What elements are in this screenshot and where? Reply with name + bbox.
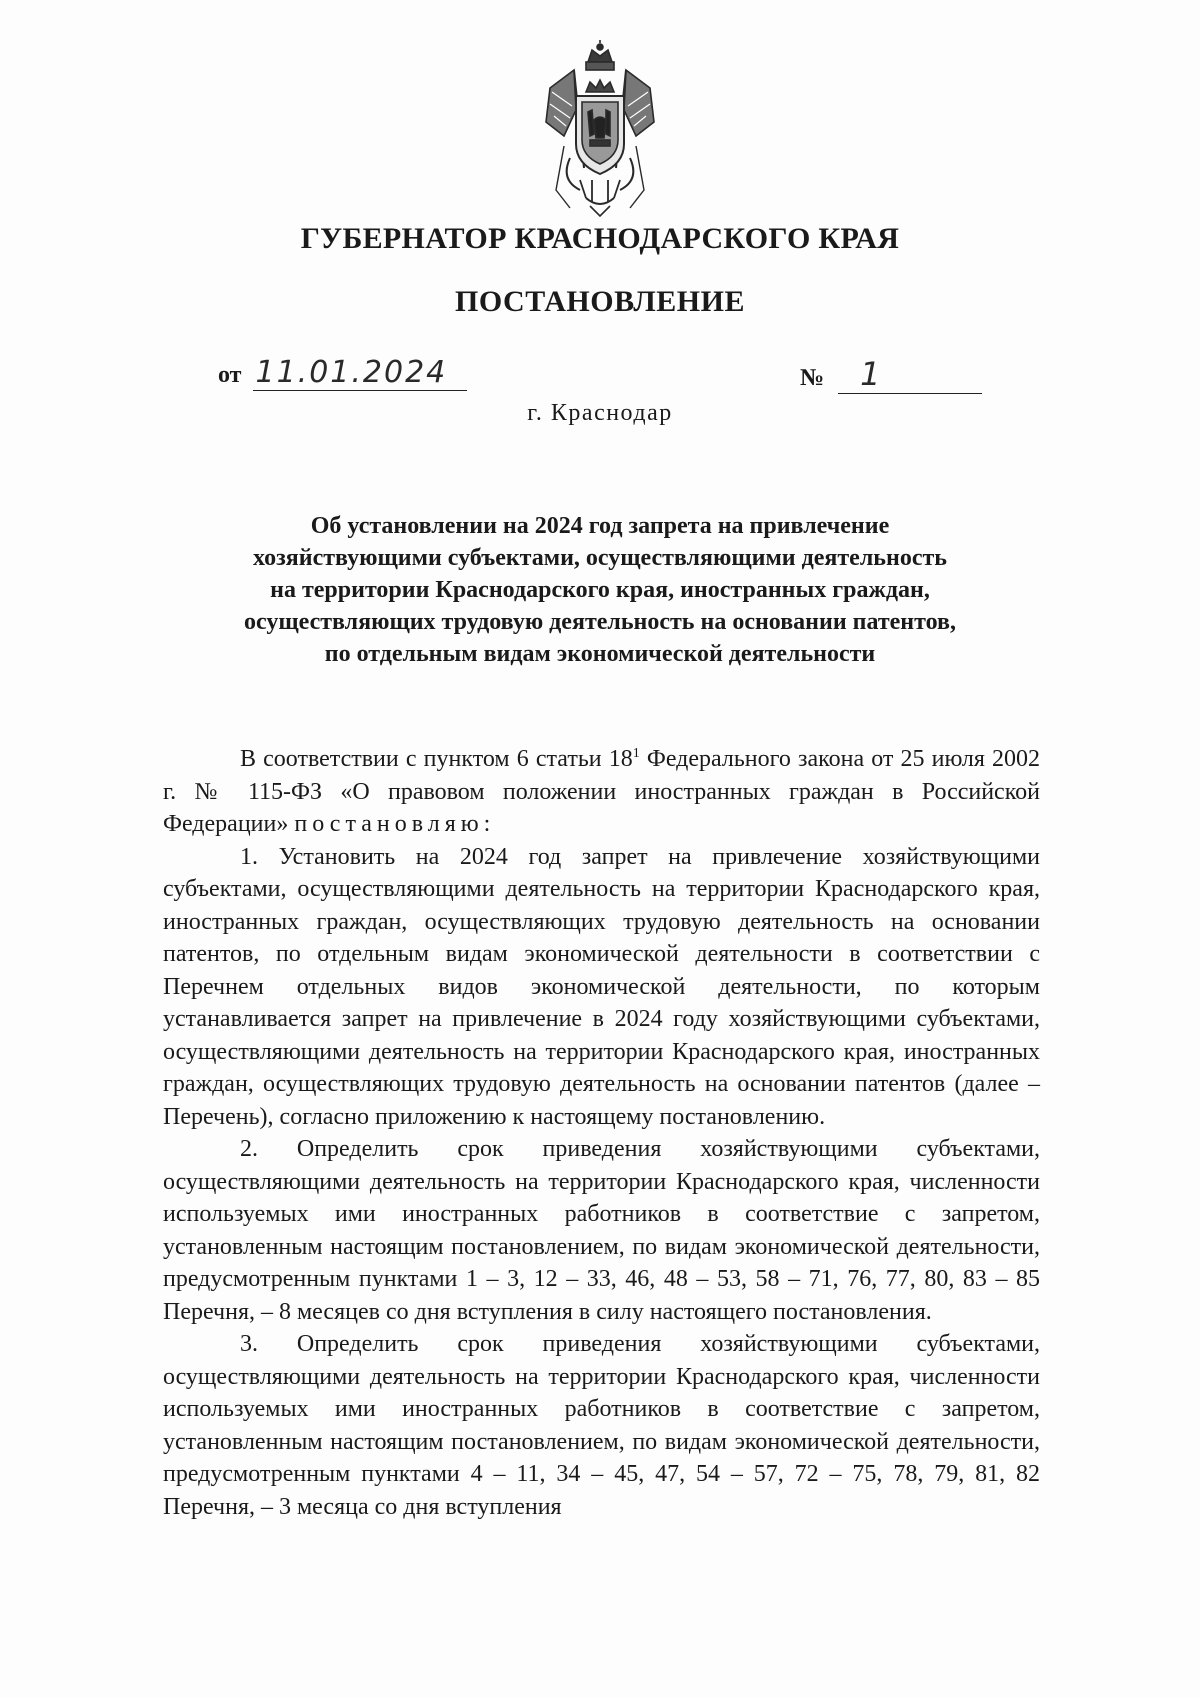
paragraph-2: 2. Определить срок приведения хозяйствующими субъектами, осуществляющими деятельность на территории Краснодарского края, численности используемых ими иностранных работников в соответствие с запретом, установленным настоящим постановлением, по видам экономической деятельности, предусмотренным пунктами 1 – 3, 12 – 33, 46, 48 – 53, 58 – 71, 76, 77, 80, 83 – 85 Перечня, – 8 месяцев со дня вступления в силу настоящего постановления.	[163, 1136, 1040, 1325]
title-line: по отдельным видам экономической деятельности	[324, 641, 876, 667]
article-superscript: 1	[632, 746, 640, 761]
resolution-word: постановляю:	[294, 811, 496, 837]
date-line	[218, 355, 467, 391]
title-line: осуществляющих трудовую деятельность на основании патентов,	[244, 609, 956, 635]
paragraph-3: 3. Определить срок приведения хозяйствующими субъектами, осуществляющими деятельность на территории Краснодарского края, численности используемых ими иностранных работников в соответствие с запретом, установленным настоящим постановлением, по видам экономической деятельности, предусмотренным пунктами 4 – 11, 34 – 45, 47, 54 – 57, 72 – 75, 78, 79, 81, 82 Перечня, – 3 месяца со дня вступления	[163, 1331, 1040, 1520]
city: г. Краснодар	[527, 400, 673, 426]
document-title	[190, 510, 1010, 670]
handwritten-date: 11.01.2024	[253, 355, 467, 391]
number-line	[800, 355, 982, 394]
preamble-paragraph	[163, 738, 1040, 841]
coat-of-arms-icon	[530, 40, 670, 218]
date-prefix: от	[218, 362, 242, 388]
preamble-text: В соответствии с пунктом 6 статьи 18	[240, 746, 633, 772]
document-type: ПОСТАНОВЛЕНИЕ	[455, 285, 745, 318]
paragraph-1: 1. Установить на 2024 год запрет на привлечение хозяйствующими субъектами, осуществляющими деятельность на территории Краснодарского края, иностранных граждан, осуществляющих трудовую деятельность на основании патентов, по отдельным видам экономической деятельности в соответствии с Перечнем отдельных видов экономической деятельности, по которым устанавливается запрет на привлечение в 2024 году хозяйствующими субъектами, осуществляющими деятельность на территории Краснодарского края, иностранных граждан, осуществляющих трудовую деятельность на основании патентов (далее – Перечень), согласно приложению к настоящему постановлению.	[163, 843, 1040, 1130]
title-line: на территории Краснодарского края, иностранных граждан,	[270, 577, 930, 603]
document-body	[163, 738, 1040, 1523]
title-line: хозяйствующими субъектами, осуществляющими деятельность	[253, 545, 947, 571]
number-prefix: №	[800, 365, 825, 391]
preamble-text-cont: Федерального закона от 25 июля 2002 г. № 115-ФЗ «О правовом положении иностранных граждан в Российской Федерации»	[163, 746, 1040, 837]
title-line: Об установлении на 2024 год запрета на привлечение	[310, 513, 890, 539]
handwritten-number: 1	[838, 355, 982, 394]
issuing-authority: ГУБЕРНАТОР КРАСНОДАРСКОГО КРАЯ	[300, 222, 900, 255]
